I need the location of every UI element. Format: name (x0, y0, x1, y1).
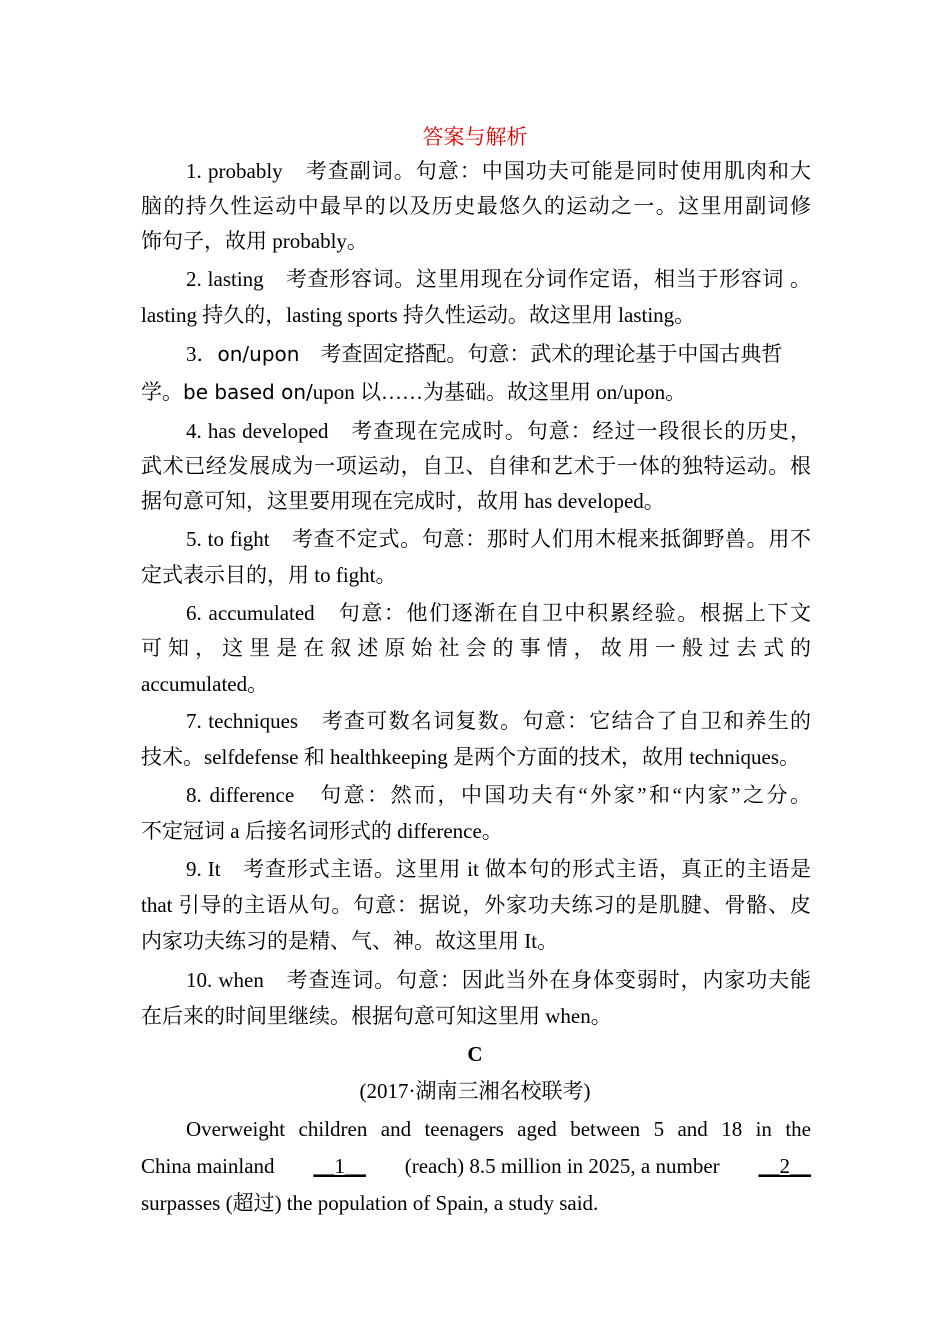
passage-line-2-middle: (reach) 8.5 million in 2025, a number (404, 1154, 720, 1178)
answer-10-line-2: 在后来的时间里继续。根据句意可知这里用 when。 (141, 1004, 612, 1028)
answer-4-line-3: 据句意可知，这里要用现在完成时，故用 has developed。 (141, 489, 665, 513)
answer-3-text: 考查固定搭配。句意：武术的理论基于中国古典哲 (299, 342, 783, 366)
answer-9-line-3: 内家功夫练习的是精、气、神。故这里用 It。 (141, 929, 559, 953)
passage-line-1: Overweight children and teenagers aged between 5 and 18 in the (186, 1117, 811, 1141)
answer-4-line-2: 武术已经发展成为一项运动，自卫、自律和艺术于一体的独特运动。根 (141, 454, 811, 478)
answer-3-phrase: be based on/ (183, 380, 313, 404)
answer-9-line-2: that 引导的主语从句。句意：据说，外家功夫练习的是肌腱、骨骼、皮 (141, 893, 811, 917)
answer-6-line-3: accumulated。 (141, 672, 269, 696)
answer-6-line-2: 可知，这里是在叙述原始社会的事情，故用一般过去式的 (141, 636, 811, 660)
answer-3-line-2-end: upon 以……为基础。故这里用 on/upon。 (312, 380, 687, 404)
answer-2-line-1: 2. lasting 考查形容词。这里用现在分词作定语，相当于形容词 。 (186, 267, 811, 291)
answer-3-number: 3． (186, 342, 218, 366)
answer-7-line-1: 7. techniques 考查可数名词复数。句意：它结合了自卫和养生的 (186, 709, 811, 733)
answer-3-line-2 (141, 378, 811, 406)
answer-3-line-1 (186, 340, 811, 368)
section-source: (2017·湖南三湘名校联考) (359, 1079, 591, 1103)
answer-1-line-2: 脑的持久性运动中最早的以及历史最悠久的运动之一。这里用副词修 (141, 194, 811, 218)
answer-8-line-1: 8. difference 句意：然而，中国功夫有“外家”和“内家”之分。 (186, 783, 811, 807)
answer-5-line-2: 定式表示目的，用 to fight。 (141, 563, 397, 587)
answer-7-line-2: 技术。selfdefense 和 healthkeeping 是两个方面的技术，故用 techniques。 (141, 745, 801, 769)
blank-1: __1__ (313, 1154, 366, 1178)
answer-3-key: on/upon (217, 342, 300, 366)
answer-3-line-2-start: 学。 (141, 380, 183, 404)
answer-8-line-2: 不定冠词 a 后接名词形式的 difference。 (141, 819, 503, 843)
answer-5-line-1: 5. to fight 考查不定式。句意：那时人们用木棍来抵御野兽。用不 (186, 527, 811, 551)
answer-2-line-2: lasting 持久的，lasting sports 持久性运动。故这里用 lasting。 (141, 303, 696, 327)
passage-line-3: surpasses (超过) the population of Spain, a study said. (141, 1191, 599, 1215)
answer-4-line-1: 4. has developed 考查现在完成时。句意：经过一段很长的历史， (186, 419, 811, 443)
blank-2: __2__ (758, 1154, 811, 1178)
passage-line-2-start: China mainland (141, 1154, 275, 1178)
section-letter: C (467, 1042, 483, 1066)
answer-6-line-1: 6. accumulated 句意：他们逐渐在自卫中积累经验。根据上下文 (186, 601, 811, 625)
page-title: 答案与解析 (422, 125, 528, 149)
answer-9-line-1: 9. It 考查形式主语。这里用 it 做本句的形式主语，真正的主语是 (186, 857, 811, 881)
passage-line-2 (141, 1152, 811, 1180)
answer-1-line-1: 1. probably 考查副词。句意：中国功夫可能是同时使用肌肉和大 (186, 159, 811, 183)
answer-10-line-1: 10. when 考查连词。句意：因此当外在身体变弱时，内家功夫能 (186, 968, 811, 992)
answer-1-line-3: 饰句子，故用 probably。 (141, 229, 368, 253)
